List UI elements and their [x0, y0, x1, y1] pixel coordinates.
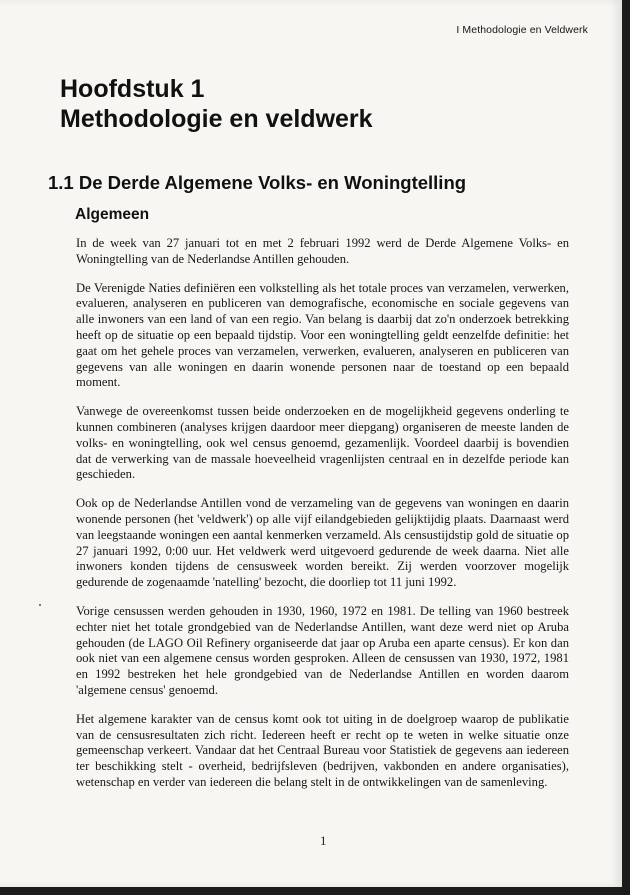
chapter-title-line-2: Methodologie en veldwerk [60, 105, 373, 133]
paragraph: Vorige censussen werden gehouden in 1930, 1960, 1972 en 1981. De telling van 1960 bestreek echter niet het totale grondgebied van de Nederlandse Antillen, want deze werd niet op Aruba gehouden (de LAGO Oil Refinery organiseerde dat jaar op Aruba een aparte census). Er kon dan ook niet van een algemene census worden gesproken. Alleen de censussen van 1930, 1972, 1981 en 1992 bestreken het hele grondgebied van de Nederlandse Antillen en worden daarom 'algemene census' genoemd. [76, 603, 569, 697]
page-number: 1 [320, 833, 327, 848]
chapter-title [60, 74, 373, 134]
section-title: 1.1 De Derde Algemene Volks- en Woningtelling [48, 172, 467, 193]
paragraph: Ook op de Nederlandse Antillen vond de verzameling van de gegevens van woningen en daarin wonende personen (het 'veldwerk') op alle vijf eilandgebieden gelijktijdig plaats. Daarnaast werd van leegstaande woningen een aantal kenmerken verzameld. Als censustijdstip gold de situatie op 27 januari 1992, 0:00 uur. Het veldwerk werd uitgevoerd gedurende de week daarna. Niet alle inwoners konden tijdens de censusweek worden bereikt. Zij werden voorzover mogelijk gedurende de zogenaamde 'natelling' bezocht, die doorliep tot 11 juni 1992. [76, 496, 569, 590]
chapter-title-line-1: Hoofdstuk 1 [60, 75, 205, 103]
running-header: I Methodologie en Veldwerk [456, 24, 588, 36]
subsection-title: Algemeen [75, 206, 150, 223]
margin-mark [39, 604, 41, 606]
paragraph: Het algemene karakter van de census komt ook tot uiting in de doelgroep waarop de publikatie van de censusresultaten zich richt. Iedereen heeft er recht op te weten in welke situatie onze gemeenschap verkeert. Vandaar dat het Centraal Bureau voor Statistiek de gegevens aan iedereen ter beschikking stelt - overheid, bedrijfsleven (bedrijven, vakbonden en andere organisaties), wetenschap en verder van iedereen die belang stelt in de ontwikkelingen van de samenleving. [76, 711, 569, 789]
paragraph: De Verenigde Naties definiëren een volkstelling als het totale proces van verzamelen, verwerken, evalueren, analyseren en publiceren van demografische, economische en sociale gegevens van alle inwoners van een land of van een regio. Van belang is daarbij dat zo'n onderzoek betrekking heeft op de situatie op een bepaald tijdstip. Voor een woningtelling geldt eenzelfde definitie: het gaat om het gehele proces van verzamelen, verwerken, evalueren, analyseren en publiceren van gegevens van alle woningen en daarin wonende personen naar de toestand op een bepaald moment. [76, 280, 569, 390]
body-text [76, 236, 569, 804]
paragraph: Vanwege de overeenkomst tussen beide onderzoeken en de mogelijkheid gegevens onderling te kunnen combineren (analyses krijgen daardoor meer diepgang) organiseren de meeste landen de volks- en woningtelling, ook wel census genoemd, gezamenlijk. Voordeel daarbij is bovendien dat de verwerking van de massale hoeveelheid vragenlijsten centraal en in dezelfde periode kan geschieden. [76, 404, 569, 482]
paragraph: In de week van 27 januari tot en met 2 februari 1992 werd de Derde Algemene Volks- en Woningtelling van de Nederlandse Antillen gehouden. [76, 236, 569, 266]
